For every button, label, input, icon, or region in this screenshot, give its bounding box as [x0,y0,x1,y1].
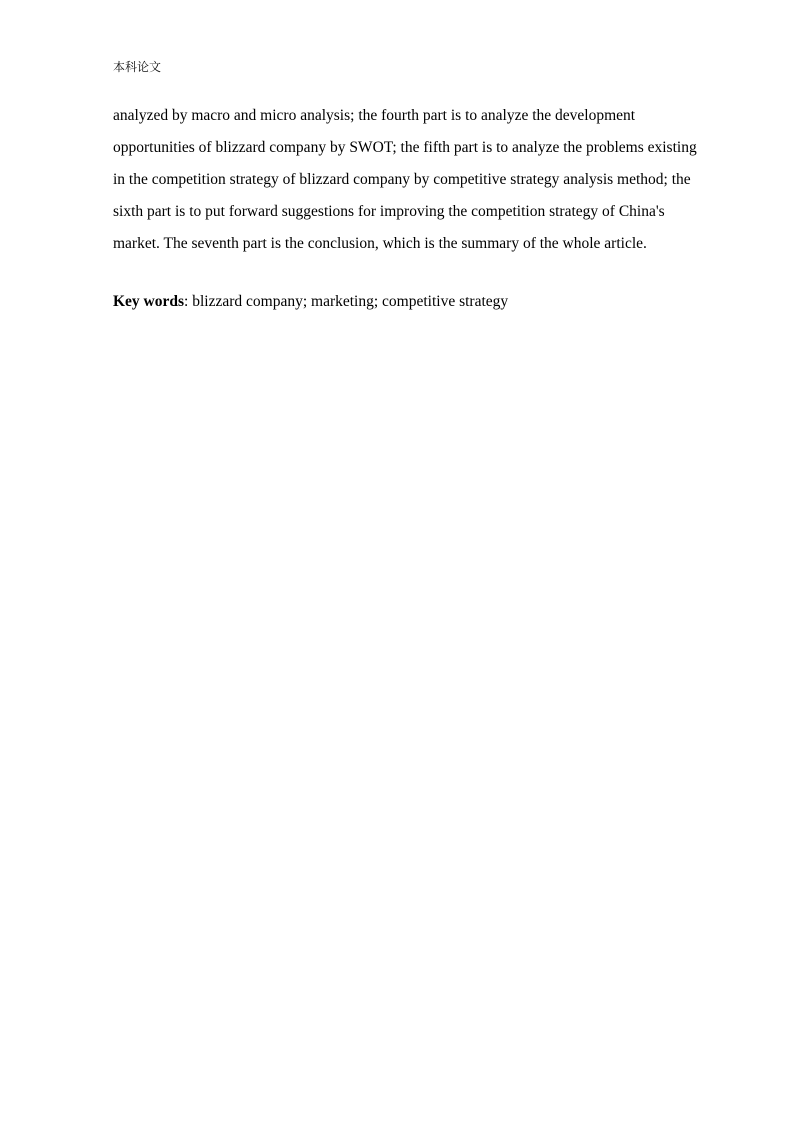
keywords-value: blizzard company; marketing; competitive strategy [192,293,509,310]
abstract-line: opportunities of blizzard company by SWOT; the fifth part is to analyze the problems existing [113,139,697,156]
abstract-line: sixth part is to put forward suggestions for improving the competition strategy of China's [113,203,665,220]
keywords-paragraph [113,289,508,315]
abstract-body [113,100,725,260]
abstract-line: analyzed by macro and micro analysis; the fourth part is to analyze the development [113,107,636,124]
abstract-line: in the competition strategy of blizzard company by competitive strategy analysis method; the [113,171,691,188]
keywords-label: Key words [113,293,185,310]
keywords-separator: : [184,293,193,310]
abstract-line: market. The seventh part is the conclusion, which is the summary of the whole article. [113,235,647,252]
page-header: 本科论文 [113,60,162,74]
